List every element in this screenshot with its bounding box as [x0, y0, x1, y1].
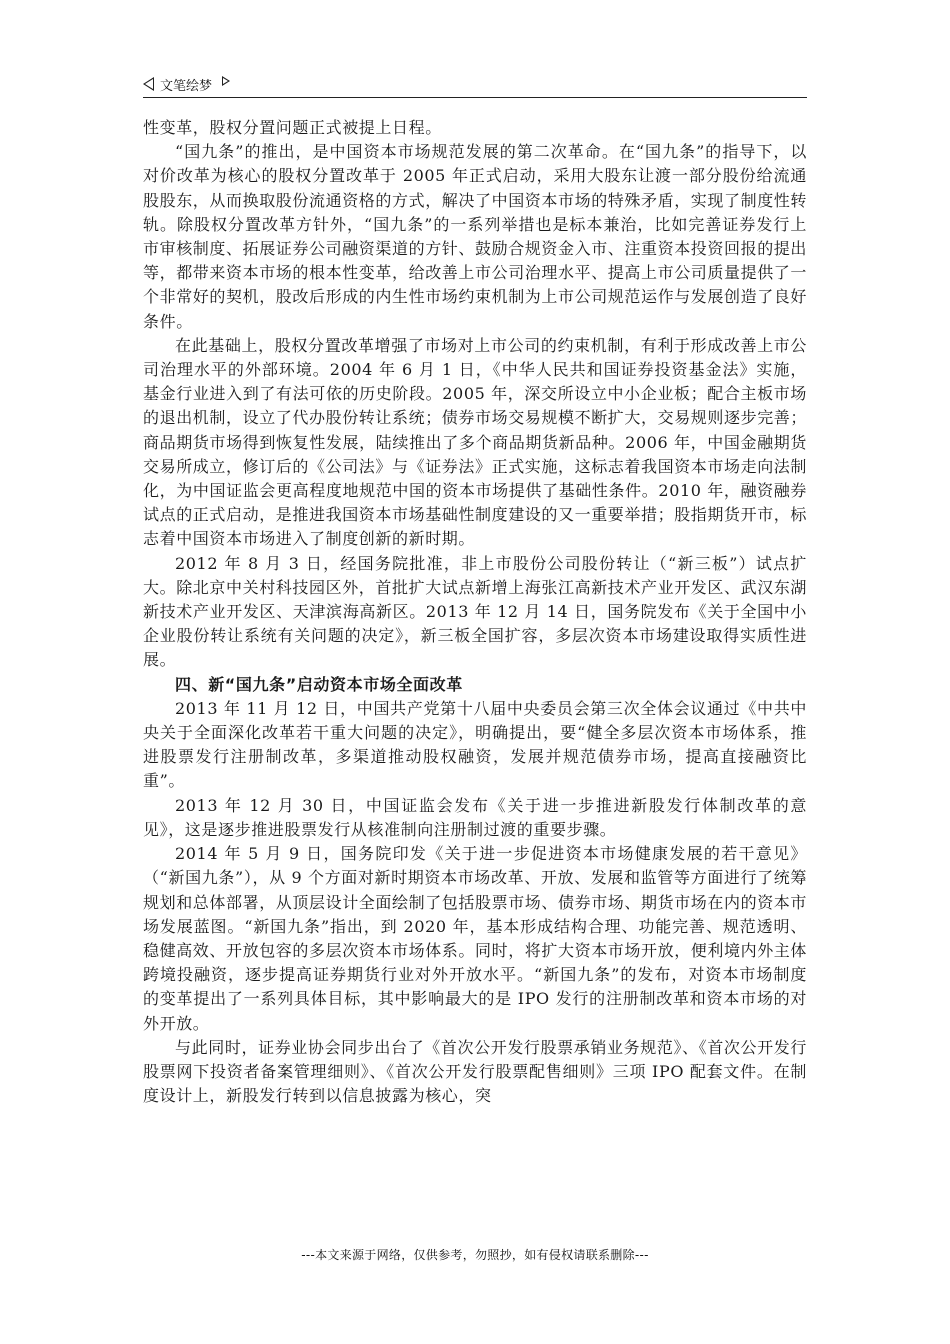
document-body [143, 116, 807, 1108]
paragraph: “国九条”的推出，是中国资本市场规范发展的第二次革命。在“国九条”的指导下，以对价改革为核心的股权分置改革于 2005 年正式启动，采用大股东让渡一部分股份给流通股股东，从而换取股份流通资格的方式，解决了中国资本市场的特殊矛盾，实现了制度性转轨。除股权分置改革方针外，“国九条”的一系列举措也是标本兼治，比如完善证券发行上市审核制度、拓展证券公司融资渠道的方针、鼓励合规资金入市、注重资本投资回报的提出等，都带来资本市场的根本性变革，给改善上市公司治理水平、提高上市公司质量提供了一个非常好的契机，股改后形成的内生性市场约束机制为上市公司规范运作与发展创造了良好条件。 [143, 142, 808, 331]
paragraph: 2013 年 11 月 12 日，中国共产党第十八届中央委员会第三次全体会议通过《中共中央关于全面深化改革若干重大问题的决定》，明确提出，要“健全多层次资本市场体系，推进股票发行注册制改革，多渠道推动股权融资，发展并规范债券市场，提高直接融资比重”。 [143, 698, 807, 791]
triangle-left-icon [143, 77, 154, 91]
header-title: 文笔绘梦 [160, 78, 213, 94]
paragraph: 2013 年 12 月 30 日，中国证监会发布《关于进一步推进新股发行体制改革的意见》，这是逐步推进股票发行从核准制向注册制过渡的重要步骤。 [143, 795, 807, 839]
paragraph-continuation: 性变革，股权分置问题正式被提上日程。 [143, 118, 442, 137]
page-footer-notice: ---本文来源于网络，仅供参考，勿照抄，如有侵权请联系删除--- [301, 1248, 649, 1262]
page-header [143, 72, 807, 96]
section-heading: 四、新“国九条”启动资本市场全面改革 [175, 674, 463, 694]
triangle-right-icon [222, 76, 230, 86]
paragraph: 与此同时，证券业协会同步出台了《首次公开发行股票承销业务规范》、《首次公开发行股票网下投资者备案管理细则》、《首次公开发行股票配售细则》三项 IPO 配套文件。在制度设计上，新股发行转到以信息披露为核心，突 [143, 1037, 807, 1106]
paragraph: 在此基础上，股权分置改革增强了市场对上市公司的约束机制，有利于形成改善上市公司治理水平的外部环境。2004 年 6 月 1 日，《中华人民共和国证券投资基金法》实施，基金行业进入到了有法可依的历史阶段。2005 年，深交所设立中小企业板；配合主板市场的退出机制，设立了代办股份转让系统；债券市场交易规模不断扩大，交易规则逐步完善；商品期货市场得到恢复性发展，陆续推出了多个商品期货新品种。2006 年，中国金融期货交易所成立，修订后的《公司法》与《证券法》正式实施，这标志着我国资本市场走向法制化，为中国证监会更高程度地规范中国的资本市场提供了基础性条件。2010 年，融资融券试点的正式启动，是推进我国资本市场基础性制度建设的又一重要举措；股指期货开市，标志着中国资本市场进入了制度创新的新时期。 [143, 335, 808, 549]
paragraph: 2014 年 5 月 9 日，国务院印发《关于进一步促进资本市场健康发展的若干意见》（“新国九条”），从 9 个方面对新时期资本市场改革、开放、发展和监管等方面进行了统筹规划和总体部署，从顶层设计全面绘制了包括股票市场、债券市场、期货市场在内的资本市场发展蓝图。“新国九条”指出，到 2020 年，基本形成结构合理、功能完善、规范透明、稳健高效、开放包容的多层次资本市场体系。同时，将扩大资本市场开放，便利境内外主体跨境投融资，逐步提高证券期货行业对外开放水平。“新国九条”的发布，对资本市场制度的变革提出了一系列具体目标，其中影响最大的是 IPO 发行的注册制改革和资本市场的对外开放。 [143, 844, 808, 1033]
header-divider [143, 97, 807, 98]
paragraph: 2012 年 8 月 3 日，经国务院批准，非上市股份公司股份转让（“新三板”）试点扩大。除北京中关村科技园区外，首批扩大试点新增上海张江高新技术产业开发区、武汉东湖新技术产业开发区、天津滨海高新区。2013 年 12 月 14 日，国务院发布《关于全国中小企业股份转让系统有关问题的决定》，新三板全国扩容，多层次资本市场建设取得实质性进展。 [143, 553, 808, 670]
